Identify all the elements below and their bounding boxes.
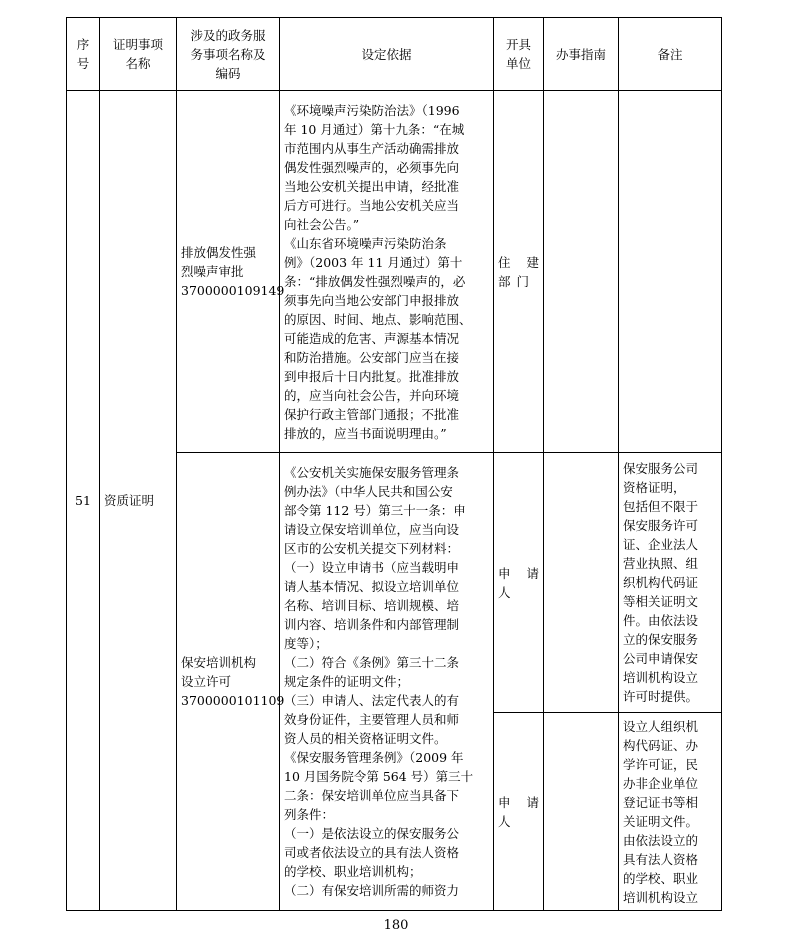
- page-number: 180: [383, 918, 409, 933]
- guide-cell: [544, 453, 619, 713]
- service-name-cell: 排放偶发性强 烈噪声审批 3700000109149: [177, 91, 280, 453]
- service-name-cell: 保安培训机构 设立许可 3700000101109: [177, 453, 280, 911]
- table-row: [67, 91, 722, 453]
- note-cell: 保安服务公司 资格证明， 包括但不限于 保安服务许可 证、企业法人 营业执照、组 织机构代码证 等相关证明文 件。由依法设 立的保安服务 公司申请保安 培训机构设立 许可时提供。: [619, 453, 722, 713]
- basis-cell: 《环境噪声污染防治法》（1996 年 10 月通过）第十九条：“在城 市范围内从事生产活动确需排放 偶发性强烈噪声的，必须事先向 当地公安机关提出申请，经批准 后方可进行。当地公安机关应当 向社会公告。” 《山东省环境噪声污染防治条 例》（2003 年 11 月通过）第十 条：“排放偶发性强烈噪声的，必 须事先向当地公安部门申报排放 的原因、时间、地点、影响范围、 可能造成的危害、声源基本情况 和防治措施。公安部门应当在接 到申报后十日内批复。批准排放 的，应当向社会公告，并向环境 保护行政主管部门通报；不批准 排放的，应当书面说明理由。”: [280, 91, 494, 453]
- guide-cell: [544, 91, 619, 453]
- row-material-name: 资质证明: [100, 91, 177, 911]
- issuing-unit-cell: 住 建 部门: [494, 91, 544, 453]
- issuing-unit-cell: 申 请 人: [494, 713, 544, 911]
- header-service-name: 涉及的政务服 务事项名称及 编码: [177, 18, 280, 91]
- header-row: [67, 18, 722, 91]
- certification-items-table: [66, 17, 722, 911]
- header-seq: 序 号: [67, 18, 100, 91]
- guide-cell: [544, 713, 619, 911]
- note-cell: [619, 91, 722, 453]
- issuing-unit-cell: 申 请 人: [494, 453, 544, 713]
- basis-cell: 《公安机关实施保安服务管理条 例办法》（中华人民共和国公安 部令第 112 号）第三十一条：申 请设立保安培训单位，应当向设 区市的公安机关提交下列材料： （一）设立申请书（应当载明申 请人基本情况、拟设立培训单位 名称、培训目标、培训规模、培 训内容、培训条件和内部管理制 度等）； （二）符合《条例》第三十二条 规定条件的证明文件； （三）申请人、法定代表人的有 效身份证件，主要管理人员和师 资人员的相关资格证明文件。 《保安服务管理条例》（2009 年 10 月国务院令第 564 号）第三十 二条：保安培训单位应当具备下 列条件： （一）是依法设立的保安服务公 司或者依法设立的具有法人资格 的学校、职业培训机构； （二）有保安培训所需的师资力: [280, 453, 494, 911]
- row-seq: 51: [67, 91, 100, 911]
- header-material-name: 证明事项 名称: [100, 18, 177, 91]
- header-guide: 办事指南: [544, 18, 619, 91]
- header-unit: 开具 单位: [494, 18, 544, 91]
- header-note: 备注: [619, 18, 722, 91]
- header-basis: 设定依据: [280, 18, 494, 91]
- note-cell: 设立人组织机 构代码证、办 学许可证，民 办非企业单位 登记证书等相 关证明文件。 由依法设立的 具有法人资格 的学校、职业 培训机构设立: [619, 713, 722, 911]
